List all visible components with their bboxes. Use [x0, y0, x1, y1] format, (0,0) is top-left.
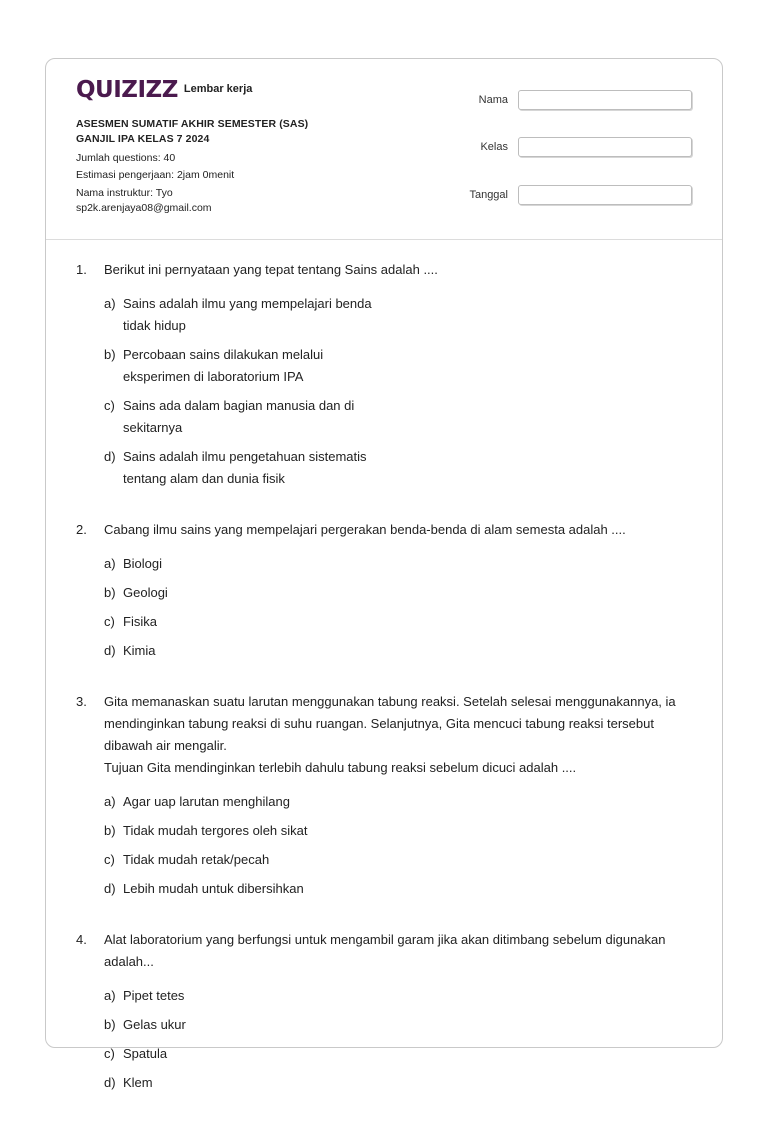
question-row	[76, 519, 686, 541]
quizizz-logo: QUIZIZZ	[76, 77, 178, 103]
answer-option[interactable]	[104, 293, 403, 337]
option-letter: b)	[104, 347, 116, 362]
class-field	[446, 137, 694, 159]
question-text	[104, 519, 686, 541]
date-input[interactable]	[518, 185, 692, 205]
answer-option[interactable]	[104, 985, 403, 1007]
question-number: 4.	[76, 932, 87, 947]
worksheet-meta	[76, 117, 336, 216]
name-label: Nama	[478, 94, 508, 106]
class-input[interactable]	[518, 137, 692, 157]
worksheet-page	[45, 58, 723, 1090]
question-row	[76, 691, 686, 779]
answer-option[interactable]	[104, 1014, 403, 1036]
instructor-name: Nama instruktur: Tyo	[76, 187, 173, 199]
option-letter: b)	[104, 585, 116, 600]
answer-option[interactable]	[104, 395, 403, 439]
class-label: Kelas	[480, 141, 508, 153]
answer-options	[104, 553, 686, 669]
answer-option[interactable]	[104, 582, 403, 604]
option-text: Fisika	[123, 614, 157, 629]
option-letter: b)	[104, 1017, 116, 1032]
option-letter: b)	[104, 823, 116, 838]
answer-option[interactable]	[104, 640, 403, 662]
answer-option[interactable]	[104, 820, 403, 842]
option-letter: a)	[104, 296, 116, 311]
question-list	[76, 259, 686, 1123]
option-letter: d)	[104, 449, 116, 464]
answer-options	[104, 985, 686, 1101]
answer-option[interactable]	[104, 849, 403, 871]
option-letter: c)	[104, 852, 115, 867]
question-text	[104, 691, 686, 779]
option-text: Sains adalah ilmu pengetahuan sistematis tentang alam dan dunia fisik	[123, 449, 367, 486]
date-label: Tanggal	[469, 189, 508, 201]
question-text-line: Berikut ini pernyataan yang tepat tentang Sains adalah ....	[104, 262, 438, 277]
question-text	[104, 929, 686, 973]
question-text-line: Cabang ilmu sains yang mempelajari pergerakan benda-benda di alam semesta adalah ....	[104, 522, 626, 537]
question-text-line: Alat laboratorium yang berfungsi untuk mengambil garam jika akan ditimbang sebelum digunakan adalah...	[104, 932, 666, 969]
worksheet-title-line-2: GANJIL IPA KELAS 7 2024	[76, 133, 210, 145]
question-item	[76, 929, 686, 1101]
option-text: Lebih mudah untuk dibersihkan	[123, 881, 304, 896]
option-text: Agar uap larutan menghilang	[123, 794, 290, 809]
option-text: Pipet tetes	[123, 988, 185, 1003]
instructor-email: sp2k.arenjaya08@gmail.com	[76, 202, 212, 214]
sheet-type-label: Lembar kerja	[183, 83, 253, 95]
answer-option[interactable]	[104, 344, 403, 388]
question-text	[104, 259, 686, 281]
option-text: Sains ada dalam bagian manusia dan di sekitarnya	[123, 398, 355, 435]
answer-option[interactable]	[104, 878, 403, 900]
question-number: 3.	[76, 694, 87, 709]
option-text: Tidak mudah retak/pecah	[123, 852, 270, 867]
option-letter: a)	[104, 794, 116, 809]
answer-options	[104, 791, 686, 907]
worksheet-title-line-1: ASESMEN SUMATIF AKHIR SEMESTER (SAS)	[76, 118, 309, 130]
option-text: Geologi	[123, 585, 168, 600]
question-item	[76, 519, 686, 669]
answer-option[interactable]	[104, 1072, 403, 1094]
question-row	[76, 259, 686, 281]
questions-count: Jumlah questions: 40	[76, 152, 176, 164]
option-text: Tidak mudah tergores oleh sikat	[123, 823, 308, 838]
name-field	[446, 90, 694, 112]
question-row	[76, 929, 686, 973]
option-text: Spatula	[123, 1046, 168, 1061]
option-text: Gelas ukur	[123, 1017, 186, 1032]
brand	[76, 79, 252, 102]
option-letter: c)	[104, 614, 115, 629]
question-text-line: Gita memanaskan suatu larutan menggunakan tabung reaksi. Setelah selesai menggunakannya, ia mendinginkan tabung reaksi di suhu ruangan. Selanjutnya, Gita mencuci tabung reaksi tersebut dibawah air mengalir.	[104, 694, 676, 753]
option-text: Biologi	[123, 556, 163, 571]
option-letter: d)	[104, 1075, 116, 1090]
option-letter: d)	[104, 881, 116, 896]
worksheet-header	[46, 59, 722, 240]
answer-option[interactable]	[104, 1043, 403, 1065]
option-letter: c)	[104, 1046, 115, 1061]
answer-option[interactable]	[104, 446, 403, 490]
answer-options	[104, 293, 686, 497]
option-text: Kimia	[123, 643, 156, 658]
date-field	[446, 185, 694, 207]
option-letter: d)	[104, 643, 116, 658]
answer-option[interactable]	[104, 553, 403, 575]
question-item	[76, 259, 686, 497]
question-number: 2.	[76, 522, 87, 537]
answer-option[interactable]	[104, 611, 403, 633]
option-letter: a)	[104, 556, 116, 571]
option-text: Klem	[123, 1075, 153, 1090]
option-text: Percobaan sains dilakukan melalui eksperimen di laboratorium IPA	[123, 347, 324, 384]
question-number: 1.	[76, 262, 87, 277]
question-text-line: Tujuan Gita mendinginkan terlebih dahulu tabung reaksi sebelum dicuci adalah ....	[104, 760, 577, 775]
answer-option[interactable]	[104, 791, 403, 813]
time-estimate: Estimasi pengerjaan: 2jam 0menit	[76, 169, 235, 181]
option-letter: a)	[104, 988, 116, 1003]
option-text: Sains adalah ilmu yang mempelajari benda tidak hidup	[123, 296, 372, 333]
question-item	[76, 691, 686, 907]
option-letter: c)	[104, 398, 115, 413]
name-input[interactable]	[518, 90, 692, 110]
